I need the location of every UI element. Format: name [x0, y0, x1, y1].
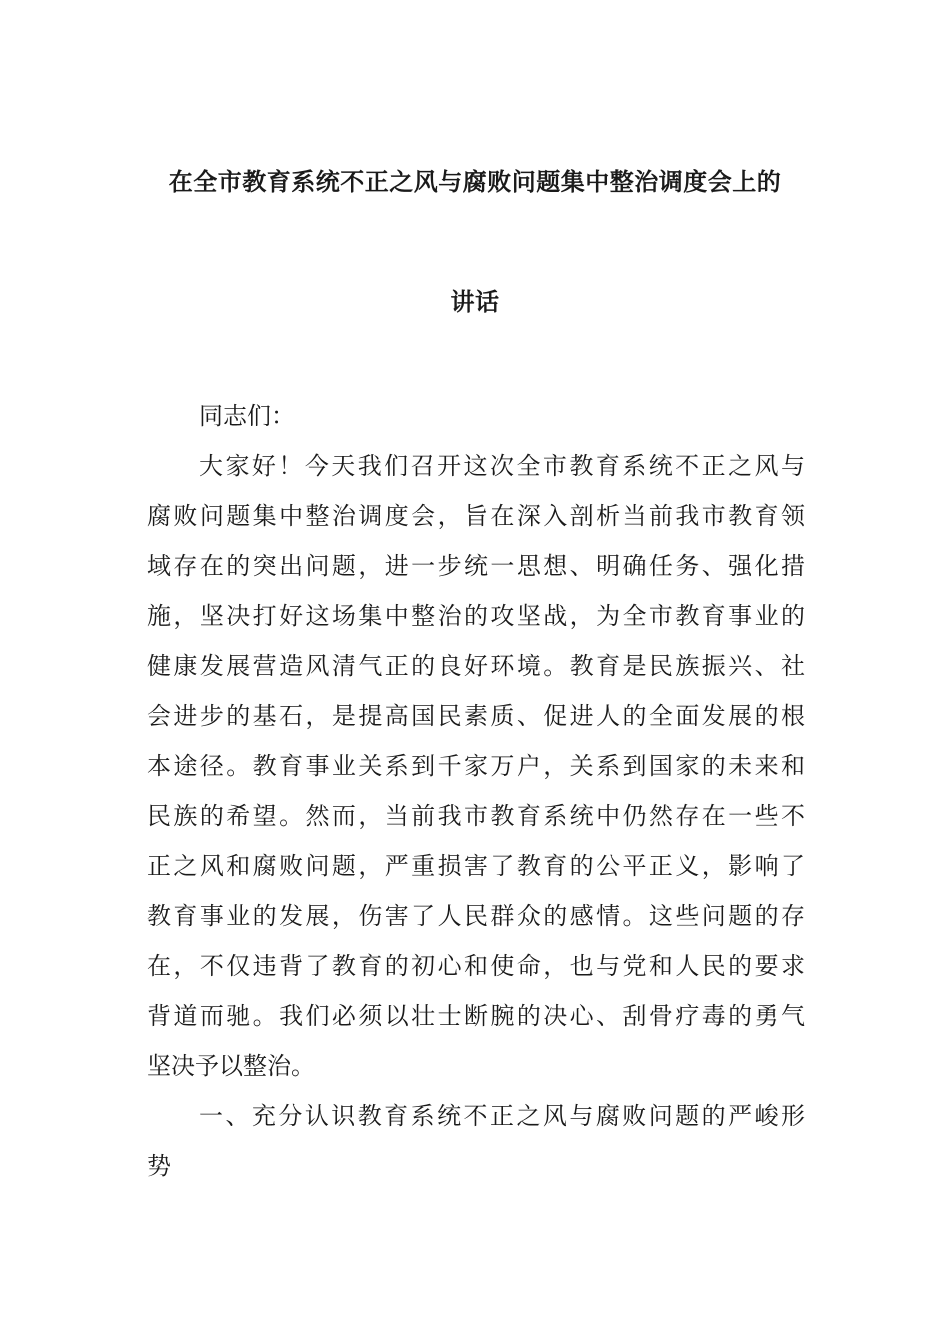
greeting: [147, 391, 805, 441]
paragraph-line: 坚决予以整治。: [147, 1052, 315, 1080]
paragraph-line: 在，不仅违背了教育的初心和使命，也与党和人民的要求: [147, 952, 805, 980]
paragraph-line: 背道而驰。我们必须以壮士断腕的决心、刮骨疗毒的勇气: [147, 1002, 805, 1030]
section-heading-1: [147, 1091, 805, 1191]
paragraph-line: 正之风和腐败问题，严重损害了教育的公平正义，影响了: [147, 852, 805, 880]
paragraph-opening: [147, 441, 805, 1091]
paragraph-line: 会进步的基石，是提高国民素质、促进人的全面发展的根: [147, 702, 805, 730]
paragraph-line: 民族的希望。然而，当前我市教育系统中仍然存在一些不: [147, 802, 805, 830]
section-heading-line: 一、充分认识教育系统不正之风与腐败问题的严峻形: [199, 1102, 805, 1130]
paragraph-line: 域存在的突出问题，进一步统一思想、明确任务、强化措: [147, 552, 805, 580]
document-title-line-1: 在全市教育系统不正之风与腐败问题集中整治调度会上的: [168, 167, 782, 196]
paragraph-line: 本途径。教育事业关系到千家万户，关系到国家的未来和: [147, 752, 805, 780]
greeting-text: 同志们：: [199, 402, 295, 430]
paragraph-line: 教育事业的发展，伤害了人民群众的感情。这些问题的存: [147, 902, 805, 930]
paragraph-line: 腐败问题集中整治调度会，旨在深入剖析当前我市教育领: [147, 502, 805, 530]
paragraph-line: 施，坚决打好这场集中整治的攻坚战，为全市教育事业的: [147, 602, 805, 630]
section-heading-line: 势: [147, 1152, 171, 1180]
paragraph-line: 健康发展营造风清气正的良好环境。教育是民族振兴、社: [147, 652, 805, 680]
document-title-line-2: 讲话: [450, 287, 500, 316]
paragraph-line: 大家好！今天我们召开这次全市教育系统不正之风与: [199, 452, 805, 480]
